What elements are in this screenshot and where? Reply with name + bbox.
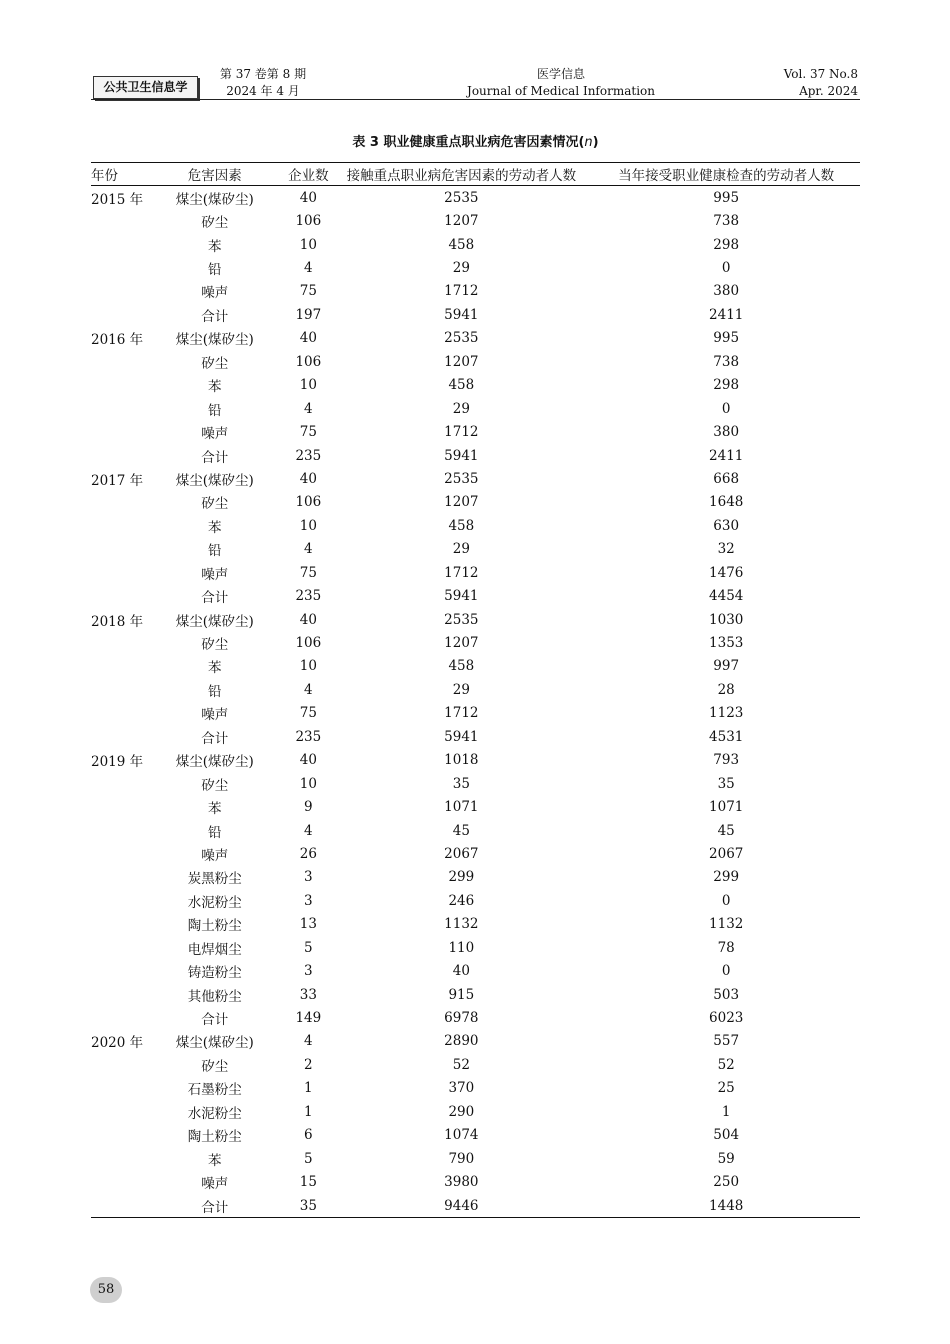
cell-year [91,233,143,256]
cell-exposed: 2535 [444,330,479,347]
issue-volume: 第 37 卷第 8 期 [219,67,307,81]
cell-year: 2017 年 [91,472,144,489]
table-row [91,631,860,654]
cell-checked: 2411 [709,447,744,464]
cell-exposed: 1018 [444,752,479,769]
cell-exposed: 35 [452,775,470,792]
cell-checked: 995 [713,189,740,206]
table-row [91,678,860,701]
cell-year [91,374,143,397]
cell-exposed: 45 [452,822,470,839]
cell-checked: 1 [721,1103,731,1120]
table-row [91,327,860,350]
cell-year [91,1124,143,1147]
cell-enterprises: 1 [304,1103,313,1120]
table-row [91,608,860,631]
cell-checked: 250 [713,1174,740,1191]
cell-checked: 35 [717,775,735,792]
volume-number: Vol. 37 No.8 [783,67,858,81]
cell-enterprises: 10 [299,377,317,394]
table-row [91,491,860,514]
table-row [91,420,860,443]
cell-year [91,655,143,678]
cell-hazard: 铅 [208,402,222,419]
cell-enterprises: 3 [304,963,313,980]
table-row [91,209,860,232]
cell-checked: 78 [717,939,735,956]
cell-year [91,1006,143,1029]
cell-hazard: 苯 [208,379,222,396]
cell-year [91,420,143,443]
table-row [91,303,860,326]
table-row [91,1030,860,1053]
hazard-table [91,162,860,1218]
cell-year [91,350,143,373]
cell-enterprises: 40 [299,611,317,628]
cell-hazard: 矽尘 [201,215,229,232]
cell-enterprises: 75 [299,424,317,441]
table-row [91,1100,860,1123]
table-row [91,749,860,772]
cell-checked: 0 [721,963,731,980]
cell-checked: 45 [717,822,735,839]
cell-exposed: 290 [448,1103,475,1120]
cell-year: 2019 年 [91,754,144,771]
cell-year [91,1077,143,1100]
cell-enterprises: 149 [295,1010,322,1027]
cell-year [91,209,143,232]
cell-year [91,983,143,1006]
cell-exposed: 2890 [444,1033,479,1050]
cell-hazard: 水泥粉尘 [187,894,242,911]
cell-enterprises: 75 [299,564,317,581]
volume-date: Apr. 2024 [799,84,858,98]
cell-enterprises: 75 [299,705,317,722]
journal-name-cn: 医学信息 [536,67,585,81]
cell-checked: 1476 [709,564,744,581]
cell-year [91,561,143,584]
table-title-symbol: n [584,135,593,150]
cell-enterprises: 106 [295,494,322,511]
cell-enterprises: 235 [295,447,322,464]
cell-enterprises: 4 [304,822,313,839]
cell-year [91,678,143,701]
cell-year [91,256,143,279]
cell-exposed: 2535 [444,611,479,628]
cell-checked: 59 [717,1150,735,1167]
cell-year [91,702,143,725]
table-row [91,1077,860,1100]
page-header [91,62,860,102]
table-row [91,397,860,420]
cell-checked: 1123 [709,705,744,722]
cell-checked: 299 [713,869,740,886]
cell-hazard: 陶土粉尘 [187,1129,242,1146]
cell-exposed: 2535 [444,470,479,487]
table-row [91,842,860,865]
cell-exposed: 1712 [444,705,479,722]
table-row [91,186,860,210]
table-row [91,913,860,936]
cell-checked: 6023 [709,1010,744,1027]
cell-year [91,1147,143,1170]
cell-hazard: 矽尘 [201,355,229,372]
cell-checked: 738 [713,353,740,370]
cell-exposed: 790 [448,1150,475,1167]
cell-enterprises: 235 [295,588,322,605]
cell-hazard: 煤尘(煤矽尘) [175,472,254,489]
cell-exposed: 29 [452,400,470,417]
journal-name [431,66,691,100]
cell-hazard: 苯 [208,801,222,818]
cell-hazard: 噪声 [201,566,229,583]
cell-year [91,280,143,303]
cell-hazard: 铅 [208,543,222,560]
cell-enterprises: 235 [295,728,322,745]
col-header-checked: 当年接受职业健康检查的劳动者人数 [592,163,860,186]
cell-hazard: 噪声 [201,426,229,443]
table-row [91,936,860,959]
cell-checked: 997 [713,658,740,675]
header-divider [91,99,860,100]
cell-exposed: 458 [448,236,475,253]
cell-exposed: 299 [448,869,475,886]
cell-enterprises: 5 [304,1150,313,1167]
cell-enterprises: 4 [304,681,313,698]
table-row [91,514,860,537]
cell-checked: 738 [713,213,740,230]
cell-enterprises: 75 [299,283,317,300]
cell-enterprises: 106 [295,213,322,230]
cell-checked: 298 [713,236,740,253]
cell-enterprises: 26 [299,845,317,862]
cell-exposed: 1712 [444,283,479,300]
journal-name-en: Journal of Medical Information [467,84,655,98]
table-row [91,538,860,561]
cell-checked: 1448 [592,1194,860,1218]
cell-checked: 995 [713,330,740,347]
cell-enterprises: 3 [304,892,313,909]
table-body [91,186,860,1218]
cell-enterprises: 5 [304,939,313,956]
table-row [91,1124,860,1147]
cell-hazard: 噪声 [201,847,229,864]
cell-year [91,303,143,326]
cell-hazard: 其他粉尘 [187,988,242,1005]
table-row [91,1194,860,1218]
cell-exposed: 5941 [444,588,479,605]
cell-year [91,444,143,467]
cell-enterprises: 10 [299,775,317,792]
table-row [91,655,860,678]
cell-hazard: 陶土粉尘 [187,918,242,935]
volume-info [784,66,858,100]
cell-checked: 1353 [709,635,744,652]
cell-year [91,1170,143,1193]
cell-hazard: 噪声 [201,707,229,724]
cell-hazard: 苯 [208,519,222,536]
table-title-text: 表 3 职业健康重点职业病危害因素情况 [352,135,579,150]
table-row [91,256,860,279]
cell-exposed: 1132 [444,916,479,933]
cell-exposed: 6978 [444,1010,479,1027]
cell-year [91,913,143,936]
table-row [91,889,860,912]
cell-exposed: 29 [452,260,470,277]
cell-exposed: 1207 [444,635,479,652]
cell-year [91,1100,143,1123]
cell-year: 2015 年 [91,191,144,208]
cell-enterprises: 13 [299,916,317,933]
issue-info [218,66,308,100]
cell-checked: 2067 [709,845,744,862]
cell-hazard: 煤尘(煤矽尘) [175,191,254,208]
table-row [91,866,860,889]
cell-enterprises: 40 [299,470,317,487]
cell-checked: 557 [713,1033,740,1050]
cell-enterprises: 6 [304,1127,313,1144]
cell-hazard: 水泥粉尘 [187,1105,242,1122]
table-header-row [91,163,860,186]
cell-hazard: 噪声 [201,285,229,302]
cell-enterprises: 33 [299,986,317,1003]
cell-exposed: 1071 [444,799,479,816]
table-row [91,561,860,584]
cell-hazard: 石墨粉尘 [187,1082,242,1099]
page-number: 58 [90,1277,122,1303]
table-row [91,1147,860,1170]
table-row [91,772,860,795]
cell-hazard: 铅 [208,683,222,700]
cell-exposed: 3980 [444,1174,479,1191]
cell-enterprises: 4 [304,260,313,277]
cell-hazard: 煤尘(煤矽尘) [175,613,254,630]
cell-checked: 0 [721,260,731,277]
cell-hazard: 合计 [143,1194,286,1218]
cell-hazard: 苯 [208,660,222,677]
cell-exposed: 1207 [444,353,479,370]
cell-hazard: 合计 [201,1012,229,1029]
cell-enterprises: 9 [304,799,313,816]
cell-checked: 2411 [709,306,744,323]
col-header-year: 年份 [91,163,143,186]
cell-hazard: 合计 [201,449,229,466]
cell-hazard: 铸造粉尘 [187,965,242,982]
cell-exposed: 1712 [444,424,479,441]
table-row [91,467,860,490]
cell-year [91,397,143,420]
cell-year [91,795,143,818]
cell-enterprises: 40 [299,752,317,769]
cell-checked: 4531 [709,728,744,745]
cell-hazard: 矽尘 [201,637,229,654]
table-row [91,959,860,982]
table-row [91,233,860,256]
cell-hazard: 铅 [208,824,222,841]
cell-enterprises: 10 [299,517,317,534]
cell-hazard: 电焊烟尘 [187,941,242,958]
cell-exposed: 1712 [444,564,479,581]
cell-checked: 32 [717,541,735,558]
table-row [91,702,860,725]
cell-hazard: 煤尘(煤矽尘) [175,332,254,349]
table-title: 表 3 职业健康重点职业病危害因素情况(n) [352,135,599,150]
cell-hazard: 噪声 [201,1176,229,1193]
cell-year [91,959,143,982]
cell-hazard: 合计 [201,308,229,325]
cell-hazard: 苯 [208,1152,222,1169]
table-row [91,1170,860,1193]
cell-year: 2018 年 [91,613,144,630]
cell-year [91,725,143,748]
cell-year [91,584,143,607]
cell-exposed: 458 [448,377,475,394]
cell-checked: 380 [713,424,740,441]
cell-year [91,866,143,889]
cell-exposed: 2067 [444,845,479,862]
cell-enterprises: 10 [299,236,317,253]
cell-year: 2016 年 [91,332,144,349]
cell-hazard: 矽尘 [201,777,229,794]
cell-exposed: 5941 [444,447,479,464]
cell-year [91,842,143,865]
table-row [91,350,860,373]
cell-hazard: 合计 [201,730,229,747]
cell-year [91,631,143,654]
cell-checked: 25 [717,1080,735,1097]
cell-checked: 0 [721,892,731,909]
cell-exposed: 52 [452,1056,470,1073]
cell-year [91,514,143,537]
cell-hazard: 矽尘 [201,496,229,513]
table-row [91,1053,860,1076]
cell-enterprises: 35 [286,1194,330,1218]
cell-checked: 1071 [709,799,744,816]
cell-enterprises: 4 [304,1033,313,1050]
table-row [91,280,860,303]
cell-year [91,819,143,842]
cell-checked: 668 [713,470,740,487]
cell-enterprises: 15 [299,1174,317,1191]
cell-year [91,1053,143,1076]
cell-exposed: 5941 [444,306,479,323]
cell-enterprises: 10 [299,658,317,675]
table-row [91,374,860,397]
table-row [91,983,860,1006]
cell-exposed: 246 [448,892,475,909]
cell-exposed: 458 [448,517,475,534]
col-header-exposed: 接触重点职业病危害因素的劳动者人数 [330,163,592,186]
cell-enterprises: 2 [304,1056,313,1073]
cell-checked: 1132 [709,916,744,933]
cell-exposed: 1074 [444,1127,479,1144]
cell-checked: 380 [713,283,740,300]
cell-exposed: 2535 [444,189,479,206]
cell-checked: 630 [713,517,740,534]
cell-enterprises: 4 [304,400,313,417]
cell-checked: 298 [713,377,740,394]
cell-hazard: 铅 [208,262,222,279]
col-header-enterprises: 企业数 [286,163,330,186]
cell-exposed: 110 [448,939,475,956]
cell-exposed: 915 [448,986,475,1003]
cell-enterprises: 40 [299,330,317,347]
col-header-hazard: 危害因素 [143,163,286,186]
table-row [91,444,860,467]
cell-year [91,889,143,912]
cell-enterprises: 197 [295,306,322,323]
table-row [91,795,860,818]
cell-year [91,936,143,959]
cell-year [91,491,143,514]
table-row [91,584,860,607]
cell-enterprises: 4 [304,541,313,558]
cell-exposed: 29 [452,541,470,558]
cell-hazard: 煤尘(煤矽尘) [175,754,254,771]
cell-checked: 504 [713,1127,740,1144]
cell-checked: 0 [721,400,731,417]
cell-checked: 1030 [709,611,744,628]
table-row [91,725,860,748]
cell-exposed: 370 [448,1080,475,1097]
cell-checked: 4454 [709,588,744,605]
cell-year: 2020 年 [91,1035,144,1052]
cell-exposed: 1207 [444,494,479,511]
cell-hazard: 煤尘(煤矽尘) [175,1035,254,1052]
cell-hazard: 炭黑粉尘 [187,871,242,888]
cell-enterprises: 1 [304,1080,313,1097]
cell-enterprises: 106 [295,635,322,652]
cell-year [91,1194,143,1218]
cell-checked: 793 [713,752,740,769]
cell-year [91,772,143,795]
cell-checked: 503 [713,986,740,1003]
cell-enterprises: 106 [295,353,322,370]
cell-exposed: 9446 [330,1194,592,1218]
cell-enterprises: 3 [304,869,313,886]
table-row [91,819,860,842]
cell-exposed: 1207 [444,213,479,230]
cell-exposed: 458 [448,658,475,675]
cell-hazard: 合计 [201,590,229,607]
issue-date: 2024 年 4 月 [226,84,300,98]
cell-checked: 1648 [709,494,744,511]
cell-year [91,538,143,561]
section-tab: 公共卫生信息学 [93,76,198,99]
cell-hazard: 苯 [208,238,222,255]
cell-exposed: 29 [452,681,470,698]
cell-exposed: 40 [452,963,470,980]
cell-exposed: 5941 [444,728,479,745]
table-row [91,1006,860,1029]
cell-checked: 52 [717,1056,735,1073]
cell-enterprises: 40 [299,189,317,206]
cell-checked: 28 [717,681,735,698]
cell-hazard: 矽尘 [201,1058,229,1075]
